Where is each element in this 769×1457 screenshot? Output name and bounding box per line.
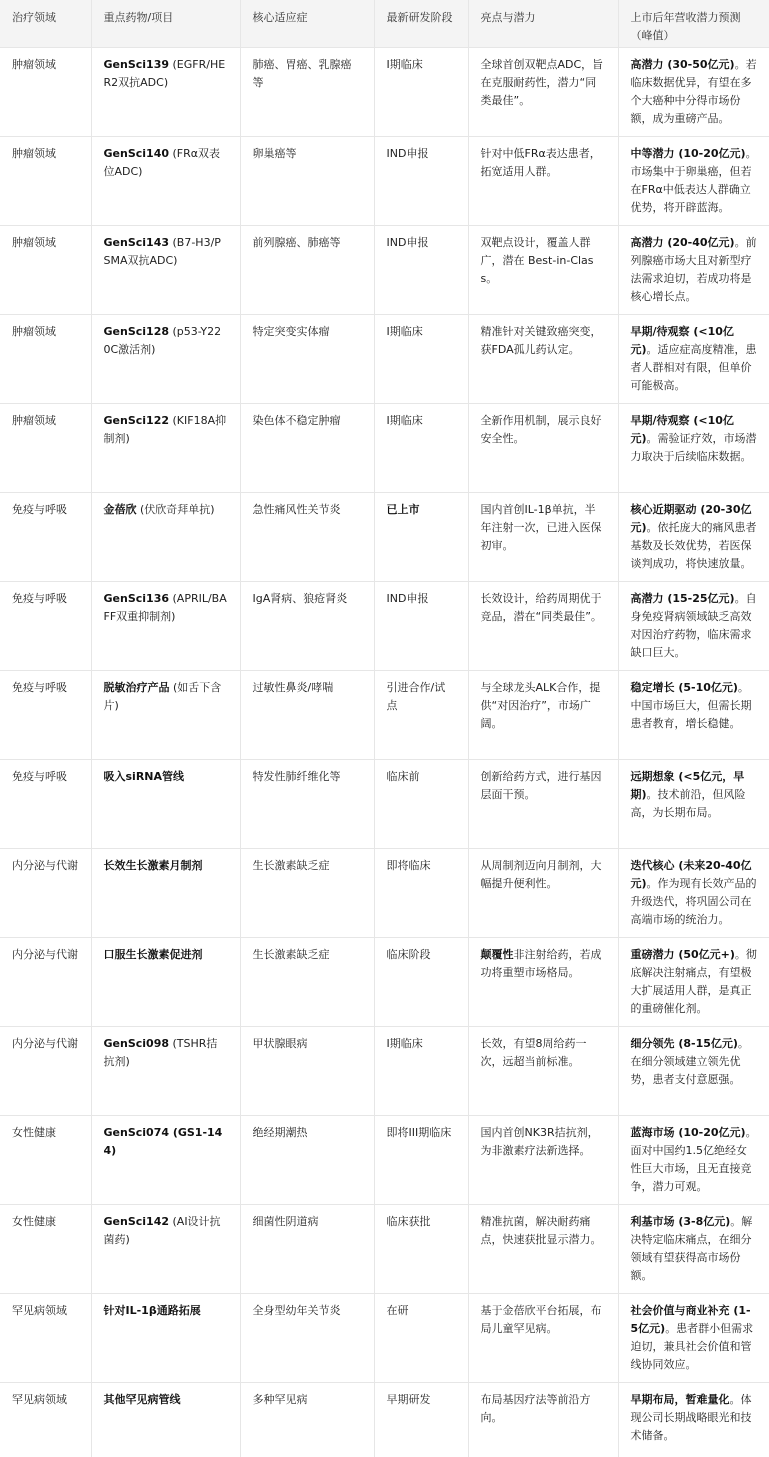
cell-drug-project — [91, 492, 240, 581]
cell-therapeutic-area: 罕见病领域 — [0, 1382, 91, 1457]
cell-highlights — [468, 848, 618, 937]
cell-highlights — [468, 225, 618, 314]
cell-revenue-forecast — [618, 492, 769, 581]
revenue-detail: 。适应症高度精准，患者人群相对有限，但单价可能极高。 — [630, 342, 757, 392]
table-body — [0, 47, 769, 1457]
table-row — [0, 1115, 769, 1204]
cell-rd-stage — [374, 1382, 468, 1457]
drug-name: 吸入siRNA管线 — [103, 769, 185, 783]
cell-therapeutic-area: 肿瘤领域 — [0, 314, 91, 403]
revenue-detail: 。患者群小但需求迫切，兼具社会价值和管线协同效应。 — [630, 1321, 754, 1371]
revenue-tier: 迭代核心 (未来20-40亿元) — [630, 858, 752, 890]
cell-core-indication: IgA肾病、狼疮肾炎 — [240, 581, 374, 670]
cell-therapeutic-area: 罕见病领域 — [0, 1293, 91, 1382]
cell-revenue-forecast — [618, 403, 769, 492]
highlight-text: 全新作用机制，展示良好安全性。 — [480, 413, 602, 445]
revenue-tier: 中等潜力 (10-20亿元) — [630, 146, 746, 160]
cell-rd-stage — [374, 670, 468, 759]
revenue-tier: 早期/待观察 (<10亿元) — [630, 413, 734, 445]
cell-drug-project — [91, 403, 240, 492]
drug-name: GenSci142 — [103, 1214, 169, 1228]
revenue-tier: 高潜力 (20-40亿元) — [630, 235, 735, 249]
cell-therapeutic-area: 内分泌与代谢 — [0, 937, 91, 1026]
cell-revenue-forecast — [618, 848, 769, 937]
revenue-tier: 重磅潜力 (50亿元+) — [630, 947, 735, 961]
table-row — [0, 1382, 769, 1457]
cell-drug-project — [91, 225, 240, 314]
cell-revenue-forecast — [618, 314, 769, 403]
stage-text: IND申报 — [386, 235, 429, 249]
stage-text: I期临床 — [386, 324, 423, 338]
highlight-text: 创新给药方式，进行基因层面干预。 — [480, 769, 602, 801]
stage-text: 即将临床 — [386, 858, 431, 872]
cell-drug-project — [91, 759, 240, 848]
highlight-text: 布局基因疗法等前沿方向。 — [480, 1392, 591, 1424]
cell-highlights — [468, 670, 618, 759]
drug-name: GenSci128 — [103, 324, 169, 338]
drug-name: GenSci122 — [103, 413, 169, 427]
cell-highlights — [468, 581, 618, 670]
revenue-detail: 。需验证疗效，市场潜力取决于后续临床数据。 — [630, 431, 757, 463]
table-row — [0, 403, 769, 492]
stage-text: 即将III期临床 — [386, 1125, 452, 1139]
cell-drug-project — [91, 1115, 240, 1204]
cell-drug-project — [91, 1293, 240, 1382]
cell-drug-project — [91, 1204, 240, 1293]
table-row — [0, 1204, 769, 1293]
revenue-detail: 。彻底解决注射痛点，有望极大扩展适用人群，是真正的重磅催化剂。 — [630, 947, 757, 1015]
cell-rd-stage — [374, 492, 468, 581]
highlight-text: 精准针对关键致癌突变，获FDA孤儿药认定。 — [480, 324, 602, 356]
highlight-text: 国内首创IL-1β单抗，半年注射一次，已进入医保初审。 — [480, 502, 602, 552]
stage-text: 临床阶段 — [386, 947, 431, 961]
cell-rd-stage — [374, 403, 468, 492]
cell-revenue-forecast — [618, 1204, 769, 1293]
highlight-text: 长效设计，给药周期优于竞品，潜在“同类最佳”。 — [480, 591, 602, 623]
cell-highlights — [468, 1204, 618, 1293]
revenue-tier: 利基市场 (3-8亿元) — [630, 1214, 731, 1228]
cell-core-indication: 肺癌、胃癌、乳腺癌等 — [240, 47, 374, 136]
cell-rd-stage — [374, 1204, 468, 1293]
cell-core-indication: 急性痛风性关节炎 — [240, 492, 374, 581]
cell-highlights — [468, 403, 618, 492]
highlight-text: 国内首创NK3R拮抗剂，为非激素疗法新选择。 — [480, 1125, 599, 1157]
revenue-tier: 高潜力 (30-50亿元) — [630, 57, 735, 71]
stage-text: 临床获批 — [386, 1214, 431, 1228]
cell-revenue-forecast — [618, 1115, 769, 1204]
cell-core-indication: 前列腺癌、肺癌等 — [240, 225, 374, 314]
revenue-detail: 。解决特定临床痛点，在细分领域有望获得高市场份额。 — [630, 1214, 753, 1282]
highlight-text: 非注射给药，若成功将重塑市场格局。 — [480, 947, 602, 979]
cell-highlights — [468, 1115, 618, 1204]
revenue-tier: 远期想象 (<5亿元，早期) — [630, 769, 745, 801]
highlight-text: 全球首创双靶点ADC，旨在克服耐药性，潜力“同类最佳”。 — [480, 57, 604, 107]
stage-text: I期临床 — [386, 57, 423, 71]
cell-therapeutic-area: 肿瘤领域 — [0, 47, 91, 136]
highlight-text: 精准抗菌，解决耐药痛点，快速获批显示潜力。 — [480, 1214, 602, 1246]
cell-core-indication: 生长激素缺乏症 — [240, 937, 374, 1026]
cell-therapeutic-area: 肿瘤领域 — [0, 136, 91, 225]
cell-core-indication: 过敏性鼻炎/哮喘 — [240, 670, 374, 759]
cell-drug-project — [91, 136, 240, 225]
header-rd-stage: 最新研发阶段 — [374, 0, 468, 47]
highlight-text: 从周制剂迈向月制剂，大幅提升便利性。 — [480, 858, 602, 890]
cell-core-indication: 特定突变实体瘤 — [240, 314, 374, 403]
revenue-tier: 高潜力 (15-25亿元) — [630, 591, 735, 605]
stage-text: 引进合作/试点 — [386, 680, 446, 712]
drug-name: 其他罕见病管线 — [103, 1392, 181, 1406]
cell-therapeutic-area: 免疫与呼吸 — [0, 492, 91, 581]
cell-therapeutic-area: 免疫与呼吸 — [0, 581, 91, 670]
cell-highlights — [468, 937, 618, 1026]
cell-core-indication: 细菌性阴道病 — [240, 1204, 374, 1293]
cell-highlights — [468, 314, 618, 403]
drug-detail: (FRα双表位ADC) — [103, 146, 221, 178]
cell-core-indication: 甲状腺眼病 — [240, 1026, 374, 1115]
cell-rd-stage — [374, 47, 468, 136]
drug-name: GenSci098 — [103, 1036, 169, 1050]
table-row — [0, 225, 769, 314]
header-revenue-forecast: 上市后年营收潜力预测（峰值） — [618, 0, 769, 47]
drug-name: GenSci136 — [103, 591, 169, 605]
cell-revenue-forecast — [618, 1382, 769, 1457]
table-row — [0, 1026, 769, 1115]
cell-highlights — [468, 1293, 618, 1382]
highlight-text: 长效，有望8周给药一次，远超当前标准。 — [480, 1036, 587, 1068]
cell-highlights — [468, 1026, 618, 1115]
table-row — [0, 670, 769, 759]
revenue-detail: 。作为现有长效产品的升级迭代，将巩固公司在高端市场的统治力。 — [630, 876, 757, 926]
cell-revenue-forecast — [618, 136, 769, 225]
cell-highlights — [468, 492, 618, 581]
cell-drug-project — [91, 581, 240, 670]
cell-revenue-forecast — [618, 1026, 769, 1115]
revenue-tier: 社会价值与商业补充 (1-5亿元) — [630, 1303, 751, 1335]
revenue-detail: 。在细分领域建立领先优势，患者支付意愿强。 — [630, 1036, 749, 1086]
cell-revenue-forecast — [618, 581, 769, 670]
highlight-emphasis: 颠覆性 — [480, 947, 514, 961]
cell-rd-stage — [374, 581, 468, 670]
drug-detail: (AI设计抗菌药) — [103, 1214, 221, 1246]
drug-name: GenSci139 — [103, 57, 169, 71]
cell-highlights — [468, 136, 618, 225]
cell-drug-project — [91, 670, 240, 759]
drug-name: GenSci140 — [103, 146, 169, 160]
revenue-detail: 。自身免疫肾病领域缺乏高效对因治疗药物，临床需求缺口巨大。 — [630, 591, 757, 659]
cell-highlights — [468, 759, 618, 848]
revenue-detail: 。市场集中于卵巢癌，但若在FRα中低表达人群确立优势，将开辟蓝海。 — [630, 146, 757, 214]
revenue-detail: 。依托庞大的痛风患者基数及长效优势，若医保谈判成功，将快速放量。 — [630, 520, 757, 570]
revenue-detail: 。若临床数据优异，有望在多个大癌种中分得市场份额，成为重磅产品。 — [630, 57, 757, 125]
cell-revenue-forecast — [618, 937, 769, 1026]
cell-therapeutic-area: 免疫与呼吸 — [0, 759, 91, 848]
cell-highlights — [468, 47, 618, 136]
cell-drug-project — [91, 1382, 240, 1457]
drug-name: 长效生长激素月制剂 — [103, 858, 203, 872]
stage-text: 早期研发 — [386, 1392, 431, 1406]
revenue-tier: 细分领先 (8-15亿元) — [630, 1036, 738, 1050]
stage-text: 临床前 — [386, 769, 420, 783]
drug-name: 针对IL-1β通路拓展 — [103, 1303, 201, 1317]
cell-drug-project — [91, 937, 240, 1026]
revenue-tier: 蓝海市场 (10-20亿元) — [630, 1125, 746, 1139]
cell-drug-project — [91, 848, 240, 937]
cell-rd-stage — [374, 759, 468, 848]
cell-rd-stage — [374, 1293, 468, 1382]
highlight-text: 与全球龙头ALK合作，提供“对因治疗”，市场广阔。 — [480, 680, 601, 730]
drug-name: 口服生长激素促进剂 — [103, 947, 203, 961]
stage-text: I期临床 — [386, 413, 423, 427]
cell-core-indication: 多种罕见病 — [240, 1382, 374, 1457]
cell-drug-project — [91, 314, 240, 403]
cell-therapeutic-area: 肿瘤领域 — [0, 403, 91, 492]
stage-text: IND申报 — [386, 591, 429, 605]
drug-detail: (APRIL/BAFF双重抑制剂) — [103, 591, 227, 623]
drug-detail: (EGFR/HER2双抗ADC) — [103, 57, 226, 89]
cell-rd-stage — [374, 225, 468, 314]
cell-therapeutic-area: 免疫与呼吸 — [0, 670, 91, 759]
cell-core-indication: 绝经期潮热 — [240, 1115, 374, 1204]
stage-text: IND申报 — [386, 146, 429, 160]
header-highlights: 亮点与潜力 — [468, 0, 618, 47]
cell-therapeutic-area: 女性健康 — [0, 1204, 91, 1293]
cell-therapeutic-area: 女性健康 — [0, 1115, 91, 1204]
revenue-detail: 。中国市场巨大，但需长期患者教育，增长稳健。 — [630, 680, 752, 730]
header-row — [0, 0, 769, 47]
table-row — [0, 314, 769, 403]
stage-text: 在研 — [386, 1303, 409, 1317]
table-row — [0, 47, 769, 136]
header-core-indication: 核心适应症 — [240, 0, 374, 47]
table-row — [0, 937, 769, 1026]
cell-revenue-forecast — [618, 47, 769, 136]
revenue-detail: 。前列腺癌市场大且对新型疗法需求迫切，若成功将是核心增长点。 — [630, 235, 757, 303]
cell-rd-stage — [374, 1026, 468, 1115]
drug-name: 脱敏治疗产品 — [103, 680, 170, 694]
table-row — [0, 492, 769, 581]
cell-therapeutic-area: 内分泌与代谢 — [0, 848, 91, 937]
header-drug-project: 重点药物/项目 — [91, 0, 240, 47]
table-row — [0, 759, 769, 848]
drug-detail: (如舌下含片) — [103, 680, 222, 712]
cell-revenue-forecast — [618, 1293, 769, 1382]
table-row — [0, 1293, 769, 1382]
revenue-detail: 。面对中国约1.5亿绝经女性巨大市场，且无直接竞争，潜力可观。 — [630, 1125, 757, 1193]
drug-detail: (伏欣奇拜单抗) — [136, 502, 215, 516]
cell-rd-stage — [374, 136, 468, 225]
revenue-tier: 早期/待观察 (<10亿元) — [630, 324, 734, 356]
drug-name: GenSci143 — [103, 235, 169, 249]
cell-therapeutic-area: 内分泌与代谢 — [0, 1026, 91, 1115]
cell-core-indication: 卵巢癌等 — [240, 136, 374, 225]
table-header — [0, 0, 769, 47]
cell-core-indication: 全身型幼年关节炎 — [240, 1293, 374, 1382]
revenue-tier: 核心近期驱动 (20-30亿元) — [630, 502, 752, 534]
cell-core-indication: 生长激素缺乏症 — [240, 848, 374, 937]
drug-detail: (TSHR拮抗剂) — [103, 1036, 218, 1068]
header-therapeutic-area: 治疗领域 — [0, 0, 91, 47]
drug-detail: (KIF18A抑制剂) — [103, 413, 227, 445]
cell-rd-stage — [374, 937, 468, 1026]
cell-core-indication: 特发性肺纤维化等 — [240, 759, 374, 848]
revenue-tier: 稳定增长 (5-10亿元) — [630, 680, 738, 694]
table-row — [0, 581, 769, 670]
drug-detail: (B7-H3/PSMA双抗ADC) — [103, 235, 221, 267]
highlight-text: 双靶点设计，覆盖人群广，潜在 Best-in-Class。 — [480, 235, 594, 285]
cell-therapeutic-area: 肿瘤领域 — [0, 225, 91, 314]
cell-drug-project — [91, 1026, 240, 1115]
table-row — [0, 136, 769, 225]
drug-name: 金蓓欣 — [103, 502, 137, 516]
revenue-tier: 早期布局，暂难量化 — [630, 1392, 730, 1406]
cell-rd-stage — [374, 848, 468, 937]
stage-text: I期临床 — [386, 1036, 423, 1050]
cell-revenue-forecast — [618, 670, 769, 759]
cell-rd-stage — [374, 1115, 468, 1204]
table-row — [0, 848, 769, 937]
cell-highlights — [468, 1382, 618, 1457]
highlight-text: 基于金蓓欣平台拓展，布局儿童罕见病。 — [480, 1303, 602, 1335]
revenue-detail: 。体现公司长期战略眼光和技术储备。 — [630, 1392, 752, 1442]
drug-name: GenSci074 (GS1-144) — [103, 1125, 223, 1157]
cell-revenue-forecast — [618, 759, 769, 848]
cell-rd-stage — [374, 314, 468, 403]
cell-revenue-forecast — [618, 225, 769, 314]
highlight-text: 针对中低FRα表达患者，拓宽适用人群。 — [480, 146, 601, 178]
cell-drug-project — [91, 47, 240, 136]
revenue-detail: 。技术前沿，但风险高，为长期布局。 — [630, 787, 746, 819]
drug-detail: (p53-Y220C激活剂) — [103, 324, 222, 356]
stage-text: 已上市 — [386, 502, 420, 516]
cell-core-indication: 染色体不稳定肿瘤 — [240, 403, 374, 492]
